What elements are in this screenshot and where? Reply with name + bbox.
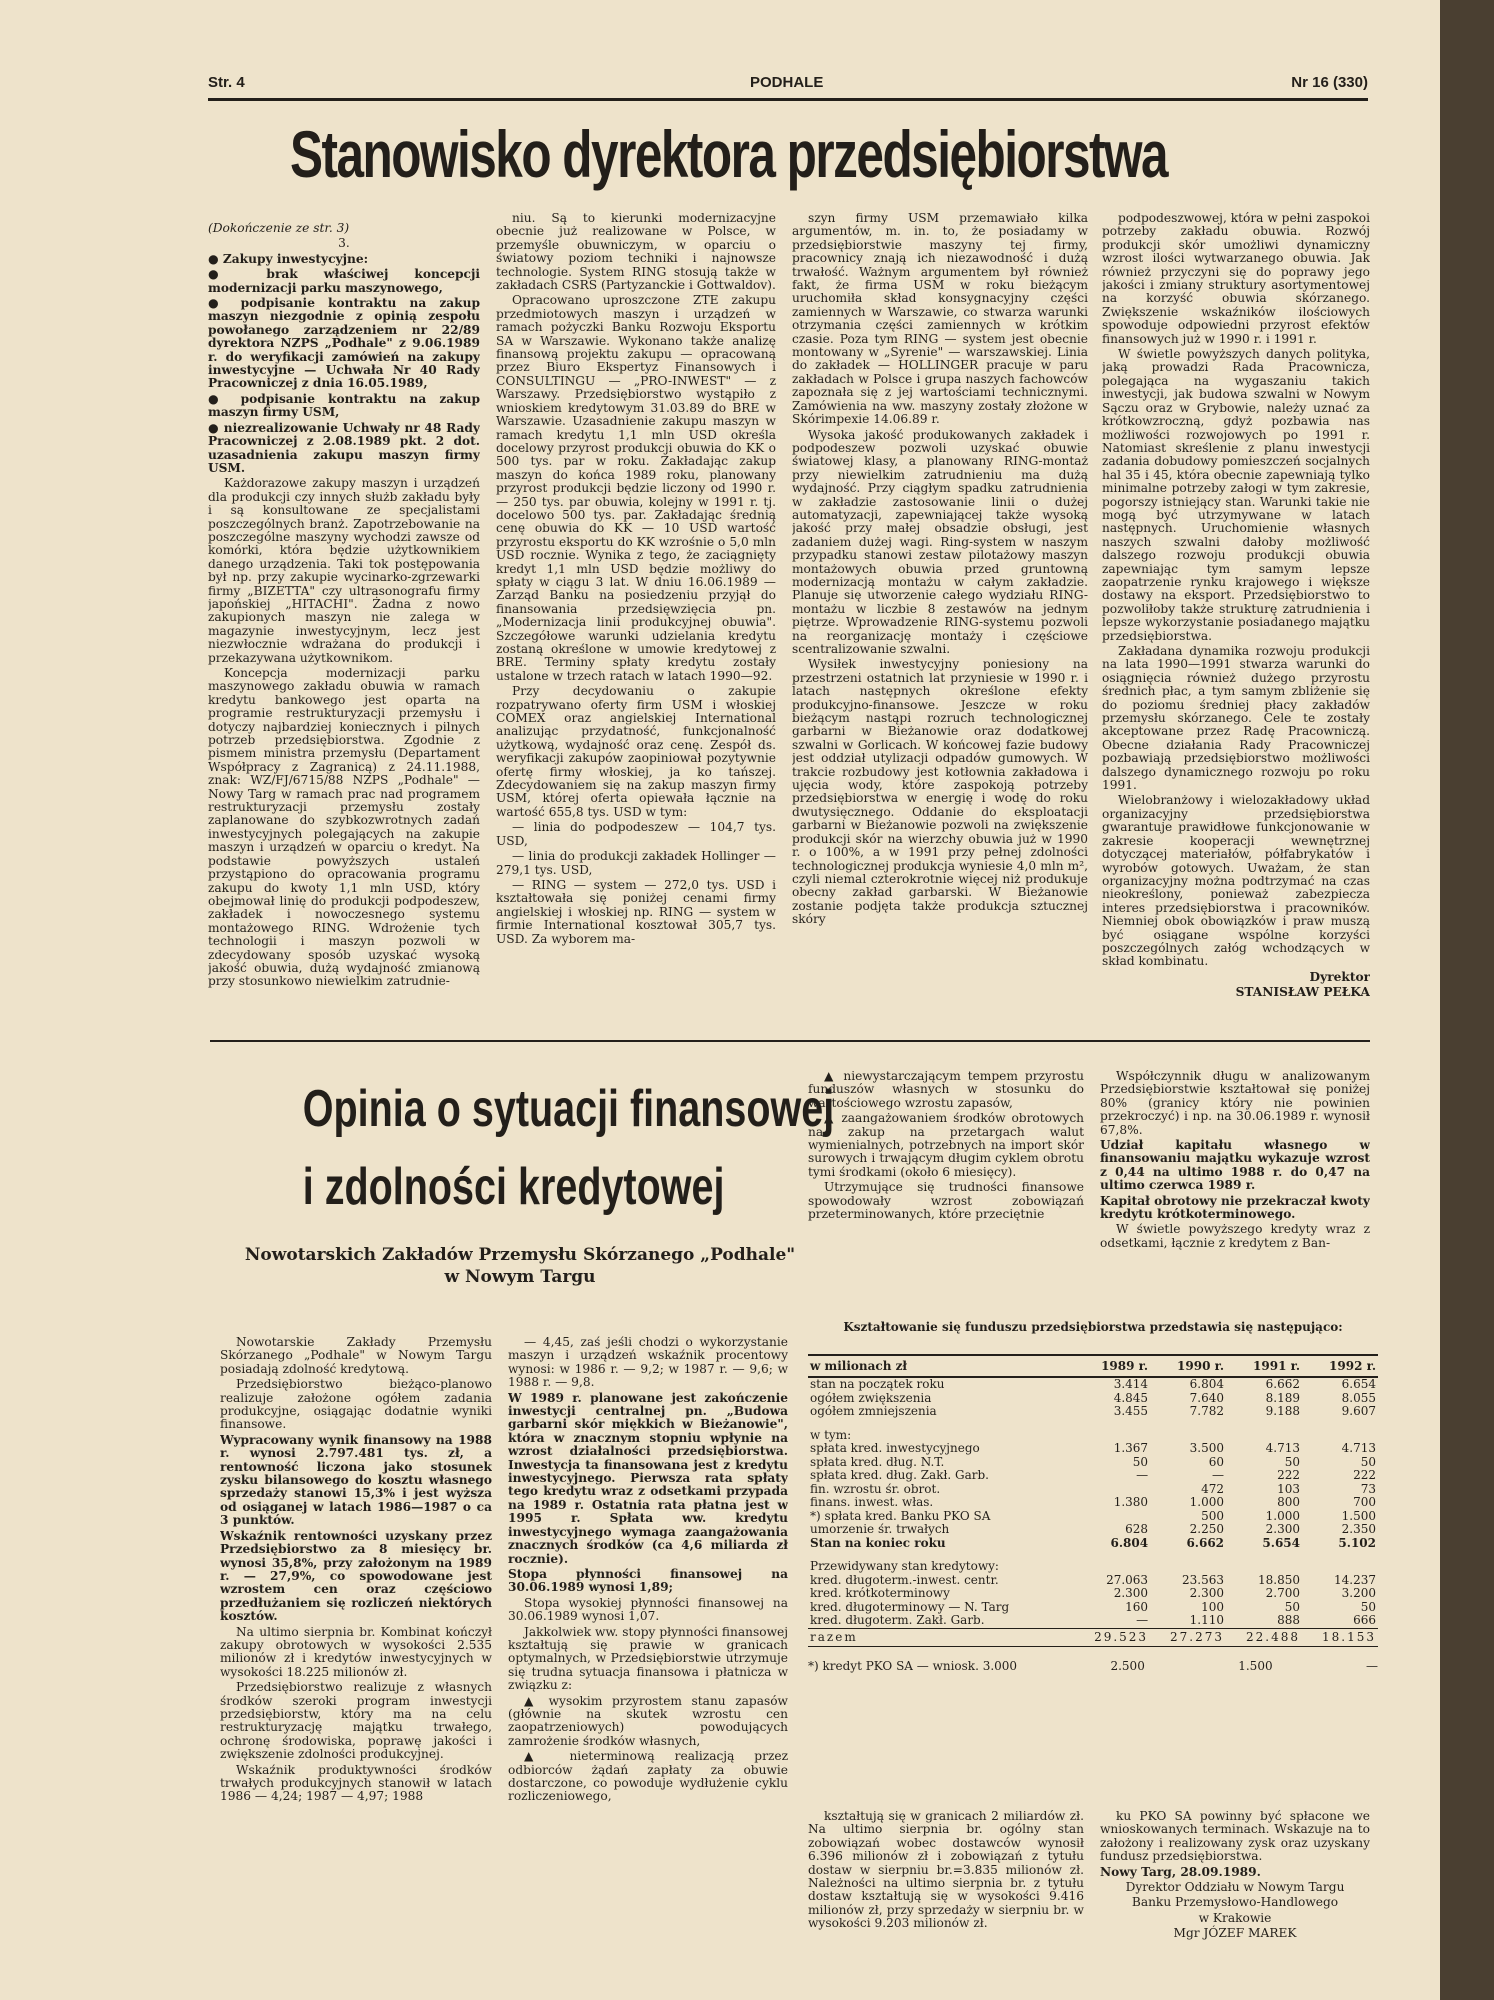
table-cell: 50	[1284, 1454, 1300, 1469]
paragraph: szyn firmy USM przemawiało kilka argumentów, m. in. to, że posiadamy w przedsiębiorstwie maszyny tej firmy, pracownicy znają ich niezawodność i dużą trwałość. Ważnym argumentem był również fakt, że firma USM w roku bieżącym uruchomiła skład konsygnacyjny części zamiennych w Warszawie, co stwarza warunki otrzymania części zamiennych w krótkim czasie. Poza tym RING — system jest obecnie montowany w „Syrenie" — warszawskiej. Linia do zakładek — HOLLINGER pracuje w paru zakładach w Polsce i grupa naszych fachowców zapoznała się z jej wartościami technicznymi. Zamówienia na ww. maszyny zostały złożone w Skórimpexie 14.06.89 r.	[792, 212, 1088, 427]
table-row	[808, 1614, 1378, 1628]
paragraph: ▲ zaangażowaniem środków obrotowych na zakup na przetargach walut wymienialnych, potrzebnych na import skór surowych i trwającym długim cyklem obrotu tymi środkami (około 6 miesięcy).	[808, 1111, 1084, 1179]
paragraph: Nowy Targ, 28.09.1989.	[1100, 1864, 1261, 1879]
paragraph: Wielobranżowy i wielozakładowy układ organizacyjny przedsiębiorstwa gwarantuje prawidłowe funkcjonowanie w zakresie kooperacji wewnętrznej dotyczącej materiałów, półfabrykatów i wyrobów gotowych. Uważam, że stan organizacyjny można podtrzymać na czas nieokreślony, ponieważ zabezpiecza interes przedsiębiorstwa i pracowników. Niemniej obok obowiązków i praw muszą być osiągane wspólne korzyści poszczególnych załóg wchodzących w skład kombinatu.	[1102, 793, 1370, 969]
paragraph: ● podpisanie kontraktu na zakup maszyn firmy USM,	[208, 391, 480, 420]
table-cell: 9.607	[1341, 1404, 1376, 1418]
paragraph: Mgr JÓZEF MAREK	[1173, 1926, 1297, 1941]
table-row-label: kred. długoterm.-inwest. centr.	[810, 1572, 999, 1587]
table-cell: 103	[1277, 1481, 1300, 1496]
table-row	[808, 1429, 1378, 1443]
table-row-label: fin. wzrostu śr. obrot.	[810, 1481, 941, 1496]
table-cell: 14.237	[1334, 1572, 1376, 1587]
paragraph: ● niezrealizowanie Uchwały nr 48 Rady Pracowniczej z 2.08.1989 pkt. 2 dot. uzasadnienia zakupu maszyn firmy USM.	[208, 420, 480, 475]
table-row	[808, 1456, 1378, 1470]
table-cell: 50	[1132, 1454, 1149, 1469]
paragraph: Udział kapitału własnego w finansowaniu majątku wykazuje wzrost z 0,44 na ultimo 1988 r. do 0,47 na ultimo czerwca 1989 r.	[1100, 1138, 1370, 1193]
table-note-value: 1.500	[1238, 1659, 1273, 1673]
table-cell	[1074, 1483, 1150, 1497]
paragraph: Przedsiębiorstwo bieżąco-planowo realizuje założone ogółem zadania produkcyjne, osiągając dodatnie wyniki finansowe.	[220, 1377, 492, 1432]
table-row	[808, 1483, 1378, 1497]
article2-col3-top	[808, 1070, 1084, 1296]
paragraph: Opracowano uproszczone ZTE zakupu przedmiotowych maszyn i urządzeń w ramach pożyczki Banku Rozwoju Eksportu SA w Warszawie. Wykonano także analizę finansową projektu zakupu — opracowaną przez Biuro Ekspertyz Finansowych i CONSULTINGU — „PRO-INWEST" — z Warszawy. Przedsiębiorstwo wystąpiło z wnioskiem kredytowym 31.03.89 do BRE w Warszawie. Uzasadnienie zakupu maszyn w ramach kredytu 1,1 mln USD określa docelowy przyrost produkcji obuwia do KK o 500 tys. par w roku. Zakładając zakup maszyn do końca 1989 roku, planowany przyrost produkcji będzie liczony od 1990 r. — 250 tys. par obuwia, kolejny w 1991 r. tj. docelowo 500 tys. par. Zakładając średnią cenę obuwia do KK — 10 USD wartość przyrostu eksportu do KK wzrośnie o 5,0 mln USD rocznie. Wynika z tego, że zaciągnięty kredyt 1,1 mln USD będzie możliwy do spłaty w ciągu 3 lat. W dniu 16.06.1989 — Zarząd Banku na posiedzeniu przyjął do finansowania przedsięwzięcia pn. „Modernizacja linii produkcyjnej obuwia". Szczegółowe warunki udzielania kredytu zostaną określone w umowie kredytowej z BRE. Terminy spłaty kredytu zostały ustalone w trzech ratach w latach 1990—92.	[496, 293, 776, 683]
table-cell	[1302, 1429, 1378, 1443]
table-cell: —	[1212, 1468, 1225, 1482]
article1-col4	[1102, 212, 1370, 1022]
table-row-label: ogółem zmniejszenia	[810, 1404, 937, 1418]
table-cell: 500	[1201, 1508, 1225, 1523]
paragraph: Współczynnik długu w analizowanym Przedsiębiorstwie kształtował się poniżej 80% (granicy który nie powinien przekroczyć) i np. na 30.06.1989 r. wynosił 67,8%.	[1100, 1070, 1370, 1137]
article2-title	[302, 1070, 835, 1226]
table-cell: 29.523	[1074, 1628, 1150, 1647]
paragraph: ● podpisanie kontraktu na zakup maszyn niezgodnie z opinią zespołu powołanego zarządzeniem nr 22/89 dyrektora NZPS „Podhale" z 9.06.1989 r. do weryfikacji zamówień na zakupy inwestycyjne — Uchwała Nr 40 Rady Pracowniczej z dnia 16.05.1989,	[208, 296, 480, 391]
table-cell: 1.500	[1341, 1508, 1376, 1523]
paragraph: Stopa wysokiej płynności finansowej na 30.06.1989 wynosi 1,07.	[508, 1595, 788, 1624]
table-cell: 3.455	[1113, 1404, 1149, 1418]
paragraph: — RING — system — 272,0 tys. USD i kształtowała się poniżej cenami firmy angielskiej i włoskiej np. RING — system w firmie International kosztował 305,7 tys. USD. Za wyborem ma-	[496, 877, 776, 946]
table-row	[808, 1469, 1378, 1483]
table-cell: 7.782	[1189, 1404, 1225, 1418]
table-cell: 1.367	[1113, 1441, 1149, 1455]
paragraph: ▲ niewystarczającym tempem przyrostu funduszów własnych w stosunku do wartościowego wzrostu zapasów,	[808, 1070, 1084, 1110]
paragraph: Wysoka jakość produkowanych zakładek i podpodeszew pozwoli uzyskać obuwie światowej klasy, a planowany RING-montaż przy niewielkim zatrudnieniu ma dużą wydajność. Przy ciągłym spadku zatrudnienia w zakładzie zastosowanie linii o dużej automatyzacji, zapewniającej także wysoką jakość przy małej obsadzie obsługi, jest zadaniem dużej wagi. Ring-system w naszym przypadku stanowi zestaw pilotażowy maszyn montażowych obuwia przed gruntowną modernizacją montażu w całym zakładzie. Planuje się utworzenie całego wydziału RING-montażu w liczbie 8 zestawów na jednym piętrze. Wprowadzenie RING-systemu pozwoli na reorganizację montaży i częściowe scentralizowanie szwalni.	[792, 427, 1088, 656]
paragraph: W 1989 r. planowane jest zakończenie inwestycji centralnej pn. „Budowa garbarni skór miękkich w Bieżanowie", która w znacznym stopniu wpłynie na wzrost działalności przedsiębiorstwa. Inwestycja ta finansowana jest z kredytu inwestycyjnego. Pierwsza rata spłaty tego kredytu wraz z odsetkami przypada na 1989 r. Ostatnia rata płatna jest w 1995 r. Spłata ww. kredytu inwestycyjnego wymaga zaangażowania znacznych środków (ca 4,6 miliarda zł rocznie).	[508, 1390, 788, 1566]
table-row	[808, 1496, 1378, 1510]
table-header-cell: 1992 r.	[1302, 1355, 1378, 1377]
table-cell	[1302, 1560, 1378, 1574]
paragraph: ● Zakupy inwestycyjne:	[208, 251, 369, 266]
table-cell: 23.563	[1182, 1572, 1225, 1587]
paragraph: Na ultimo sierpnia br. Kombinat kończył zakupy obrotowych w wysokości 2.535 milionów zł i kredytów inwestycyjnych w wysokości 18.225 milionów zł.	[220, 1624, 492, 1679]
paragraph: — linia do podpodeszew — 104,7 tys. USD,	[496, 820, 776, 848]
table-cell: 222	[1277, 1468, 1300, 1482]
article1-title: Stanowisko dyrektora przedsiębiorstwa	[290, 117, 1168, 191]
table-cell: 1.000	[1189, 1495, 1225, 1509]
newspaper-name: PODHALE	[750, 74, 824, 91]
table-row	[808, 1510, 1378, 1524]
paragraph: ku PKO SA powinny być spłacone we wnioskowanych terminach. Wskazuje na to założony i realizowany zysk oraz uzyskany fundusz przedsiębiorstwa.	[1100, 1810, 1370, 1864]
issue-number: Nr 16 (330)	[1291, 74, 1368, 91]
table-cell: 50	[1360, 1599, 1376, 1614]
table-cell: 628	[1125, 1522, 1149, 1536]
table-note-label: *) kredyt PKO SA — wniosk. 3.000	[808, 1659, 1018, 1673]
table-cell: 60	[1208, 1454, 1225, 1469]
table-row-label: spłata kred. dług. Zakł. Garb.	[810, 1468, 989, 1482]
table-cell: 1.000	[1265, 1508, 1300, 1523]
table-row	[808, 1601, 1378, 1615]
article2-title-line1: Opinia o sytuacji finansowej	[302, 1080, 835, 1138]
table-cell: 666	[1353, 1613, 1376, 1627]
fund-table-header-row	[808, 1355, 1378, 1377]
paragraph: — 4,45, zaś jeśli chodzi o wykorzystanie maszyn i urządzeń wskaźnik procentowy wynosi: w 1986 r. — 9,2; w 1987 r. — 9,6; w 1988 r. — 9,8.	[508, 1336, 788, 1390]
table-row-label: *) spłata kred. Banku PKO SA	[810, 1508, 991, 1523]
table-row	[808, 1377, 1378, 1392]
table-row-label: kred. długoterm. Zakł. Garb.	[810, 1613, 985, 1627]
table-cell: 5.654	[1262, 1535, 1300, 1550]
table-cell: 6.804	[1189, 1377, 1225, 1391]
table-row	[808, 1537, 1378, 1551]
table-cell	[1150, 1560, 1226, 1574]
table-cell: 27.273	[1150, 1628, 1226, 1647]
fund-table-title: Kształtowanie się funduszu przedsiębiorstwa przedstawia się następująco:	[843, 1320, 1343, 1334]
paragraph: STANISŁAW PEŁKA	[1235, 985, 1370, 1000]
paragraph: w Krakowie	[1198, 1910, 1272, 1925]
table-cell	[1226, 1560, 1302, 1574]
table-cell: 50	[1360, 1454, 1376, 1469]
table-row-label: spłata kred. dług. N.T.	[810, 1454, 945, 1469]
paragraph: Wskaźnik rentowności uzyskany przez Przedsiębiorstwo za 8 miesięcy br. wynosi 35,8%, przy założonym na 1989 r. — 27,9%, co spowodowane jest wzrostem cen oraz częściowo przedłużaniem się rozliczeń niektórych kosztów.	[220, 1528, 492, 1624]
article2-subtitle	[220, 1244, 820, 1288]
table-cell: 18.850	[1258, 1572, 1300, 1587]
table-cell: 7.640	[1189, 1390, 1225, 1405]
table-header-cell: 1991 r.	[1226, 1355, 1302, 1377]
table-note-value: —	[1366, 1659, 1378, 1673]
table-cell: 50	[1284, 1599, 1300, 1614]
table-cell: 1.380	[1113, 1495, 1149, 1509]
table-cell: 2.300	[1189, 1586, 1225, 1600]
paragraph: W świetle powyższych danych polityka, jaką prowadzi Rada Pracownicza, polegająca na wygaszaniu takich inwestycji, jak budowa szwalni w Nowym Sączu oraz w Grybowie, należy uznać za krótkowzroczną, gdyż pozbawia nas możliwości rozwojowych po 1991 r. Natomiast skreślenie z planu inwestycji zadania dobudowy pomieszczeń socjalnych hal 35 i 45, która obecnie zapewniają tylko minimalne potrzeby załogi w tym zakresie, pogorszy istniejący stan. Warunki takie nie mogą być utrzymywane w latach następnych. Uruchomienie własnych naszych szwalni dałoby możliwość dalszego rozwoju produkcji obuwia zapewniając tym samym lepsze zaopatrzenie rynku krajowego i większe dostawy na eksport. Przedsiębiorstwo to pozwoliłoby także strukturę zatrudnienia i lepsze wykorzystanie posiadanego majątku przedsiębiorstwa.	[1102, 347, 1370, 643]
paragraph: Wypracowany wynik finansowy na 1988 r. wynosi 2.797.481 tys. zł, a rentowność liczona jako stosunek zysku bilansowego do kosztu własnego sprzedaży stanowi 15,3% i jest wyższa od osiąganej w latach 1986—1987 o ca 3 punktów.	[220, 1432, 492, 1528]
header-rule	[208, 98, 1368, 101]
article2-col3-bottom	[808, 1810, 1084, 1980]
table-cell: 3.414	[1113, 1377, 1149, 1391]
table-cell: 888	[1277, 1613, 1300, 1627]
table-cell: 8.189	[1265, 1390, 1300, 1405]
page-header	[208, 66, 1368, 106]
table-cell: 8.055	[1341, 1390, 1376, 1405]
table-cell: 472	[1201, 1481, 1225, 1496]
table-header-cell: 1990 r.	[1150, 1355, 1226, 1377]
table-cell: 73	[1360, 1481, 1376, 1496]
paragraph: kształtują się w granicach 2 miliardów zł. Na ultimo sierpnia br. ogólny stan zobowiązań wobec dostawców wynosił 6.396 milionów zł i zobowiązań z tytułu dostaw w sierpniu br.=3.835 milionów zł. Należności na ultimo sierpnia br. z tytułu dostaw kształtują się w wysokości 9.416 milionów zł, przy sprzedaży w sierpniu br. w wysokości 9.203 milionów zł.	[808, 1810, 1084, 1931]
paragraph: Banku Przemysłowo-Handlowego	[1131, 1895, 1339, 1910]
table-cell: —	[1136, 1468, 1149, 1482]
paragraph: Utrzymujące się trudności finansowe spowodowały wzrost zobowiązań przeterminowanych, które przeciętnie	[808, 1180, 1084, 1222]
paragraph: Jakkolwiek ww. stopy płynności finansowej kształtują się prawie w granicach optymalnych, w Przedsiębiorstwie utrzymuje się trudna sytuacja finansowa i płatnicza w związku z:	[508, 1624, 788, 1693]
article1-col1	[208, 222, 480, 1022]
table-cell: 3.200	[1341, 1586, 1376, 1600]
article2-col2	[508, 1336, 788, 1976]
table-row-label: kred. krótkoterminowy	[810, 1586, 950, 1600]
table-row-label: ogółem zwiększenia	[810, 1390, 932, 1405]
table-cell: —	[1136, 1613, 1149, 1627]
article2-col1	[220, 1336, 492, 1976]
fund-table	[808, 1354, 1378, 1647]
paragraph: (Dokończenie ze str. 3)	[208, 222, 350, 235]
table-cell: 6.654	[1341, 1377, 1376, 1391]
table-cell: 6.662	[1186, 1535, 1225, 1550]
paragraph: Zakładana dynamika rozwoju produkcji na lata 1990—1991 stwarza warunki do osiągnięcia również dużego przyrostu średnich płac, a tym samym zbliżenie się do poziomu średniej płacy zakładów przemysłu skórzanego. Cele te zostały akceptowane przez Radę Pracowniczą. Obecne działania Rady Pracowniczej pozbawiają przedsiębiorstwo możliwości dalszego dynamicznego rozwoju po roku 1991.	[1102, 644, 1370, 793]
table-cell: 9.188	[1265, 1404, 1300, 1418]
fund-table-body	[808, 1377, 1378, 1647]
fund-table-note	[808, 1659, 1378, 1673]
section-divider	[210, 1040, 1370, 1042]
table-row	[808, 1392, 1378, 1406]
paragraph: Dyrektor Oddziału w Nowym Targu	[1125, 1880, 1345, 1895]
article2-subtitle-line1: Nowotarskich Zakładów Przemysłu Skórzanego „Podhale"	[244, 1245, 796, 1265]
article2-subtitle-line2: w Nowym Targu	[444, 1267, 596, 1287]
paragraph: 3.	[338, 236, 350, 251]
table-cell: 18.153	[1302, 1628, 1378, 1647]
table-row-label: umorzenie śr. trwałych	[810, 1522, 950, 1536]
paragraph: Wskaźnik produktywności środków trwałych produkcyjnych stanowił w latach 1986 — 4,24; 1987 — 4,97; 1988	[220, 1762, 492, 1804]
table-row	[808, 1574, 1378, 1588]
fund-table-block	[808, 1320, 1378, 1673]
paragraph: niu. Są to kierunki modernizacyjne obecnie już realizowane w Polsce, w przemyśle obuwniczym, w oparciu o światowy poziom techniki i najnowsze technologie. System RING stosują także w zakładach CSRS (Partyzanckie i Gottwaldov).	[496, 212, 776, 293]
table-row	[808, 1560, 1378, 1574]
paragraph: — linia do produkcji zakładek Hollinger — 279,1 tys. USD,	[496, 849, 776, 877]
table-cell: 2.350	[1341, 1522, 1376, 1536]
binding-edge	[1440, 0, 1494, 2000]
table-row	[808, 1628, 1378, 1647]
article2-col4-bottom	[1100, 1810, 1370, 1980]
table-cell: 6.804	[1110, 1535, 1149, 1550]
table-cell: 5.102	[1338, 1535, 1376, 1550]
table-row-label: stan na początek roku	[810, 1377, 945, 1391]
table-cell: 1.110	[1189, 1613, 1225, 1627]
table-row-label: Przewidywany stan kredytowy:	[810, 1559, 999, 1573]
paragraph: Przy decydowaniu o zakupie rozpatrywano oferty firm USM i włoskiej COMEX oraz angielskiej International analizując przydatność, funkcjonalność użytkową, wydajność oraz cenę. Zespół ds. weryfikacji zakupów zaopiniował pozytywnie ofertę firmy włoskiej, ja ko tańszej. Zdecydowaniem się na zakup maszyn firmy USM, której oferta opiewała łącznie na wartość 655,8 tys. USD w tym:	[496, 684, 776, 819]
table-cell	[1150, 1429, 1226, 1443]
table-cell: 700	[1353, 1495, 1376, 1509]
table-header-cell: w milionach zł	[808, 1355, 1074, 1377]
table-note-value: 2.500	[1110, 1659, 1145, 1673]
table-cell: 2.250	[1189, 1522, 1225, 1536]
table-cell	[1226, 1429, 1302, 1443]
table-row	[808, 1419, 1378, 1429]
paragraph: podpodeszwowej, która w pełni zaspokoi potrzeby zakładu obuwia. Rozwój produkcji skór umożliwi dynamiczny wzrost ilości wytwarzanego obuwia. Jak również przyczyni się do poprawy jego jakości i zmiany struktury asortymentowej na korzyść obuwia skórzanego. Zwiększenie wskaźników ilościowych spowoduje odpowiedni przyrost efektów finansowych już w 1990 r. i 1991 r.	[1102, 212, 1370, 346]
table-cell: 3.500	[1189, 1441, 1225, 1455]
table-row-label: finans. inwest. włas.	[810, 1495, 934, 1509]
table-cell: 4.713	[1341, 1441, 1376, 1455]
table-row	[808, 1405, 1378, 1419]
table-cell: 2.300	[1113, 1586, 1149, 1600]
article2-col4-top	[1100, 1070, 1370, 1296]
table-cell: 160	[1125, 1599, 1149, 1614]
table-cell: 800	[1277, 1495, 1300, 1509]
table-row-label: kred. długoterminowy — N. Targ	[810, 1599, 1010, 1614]
article1-col3	[792, 212, 1088, 1022]
paragraph: Przedsiębiorstwo realizuje z własnych środków szeroki program inwestycji przedsiębiorstw, który ma na celu restrukturyzację majątku trwałego, ochronę środowiska, poprawę jakości i zwiększenie zdolności produkcyjnej.	[220, 1680, 492, 1762]
table-row-label: w tym:	[810, 1427, 852, 1442]
table-header-cell: 1989 r.	[1074, 1355, 1150, 1377]
paragraph: ▲ wysokim przyrostem stanu zapasów (głównie na skutek wzrostu cen zaopatrzeniowych) powodujących zamrożenie środków własnych,	[508, 1693, 788, 1748]
page-number: Str. 4	[208, 74, 245, 91]
table-cell: 100	[1201, 1599, 1225, 1614]
table-cell: 27.063	[1106, 1572, 1149, 1587]
paragraph: ● brak właściwej koncepcji modernizacji parku maszynowego,	[208, 267, 480, 295]
table-row-label: Stan na koniec roku	[810, 1535, 946, 1550]
paragraph: ▲ nieterminową realizacją przez odbiorców żądań zapłaty za obuwie dostarczone, co powoduje wydłużenie cyklu rozliczeniowego,	[508, 1749, 788, 1804]
table-row-label: razem	[808, 1628, 1074, 1647]
table-row	[808, 1523, 1378, 1537]
paragraph: Każdorazowe zakupy maszyn i urządzeń dla produkcji czy innych służb zakładu były i są konsultowane ze specjalistami poszczególnych branż. Zapotrzebowanie na poszczególne maszyny wychodzi zawsze od komórki, która będzie użytkownikiem danego urządzenia. Taki tok postępowania był np. przy zakupie wycinarko-zgrzewarki firmy „BIZETTA" czy ultrasonografu firmy japońskiej „HITACHI". Żadna z nowo zakupionych maszyn nie zalega w magazynie inwestycyjnym, lecz jest niezwłocznie wdrażana do produkcji i przekazywana użytkownikom.	[208, 476, 480, 665]
table-cell: 4.713	[1265, 1441, 1300, 1455]
table-cell: 22.488	[1226, 1628, 1302, 1647]
paragraph: Nowotarskie Zakłady Przemysłu Skórzanego „Podhale" w Nowym Targu posiadają zdolność kredytową.	[220, 1336, 492, 1376]
table-cell	[1074, 1429, 1150, 1443]
table-cell: 222	[1353, 1468, 1376, 1482]
table-cell: 2.300	[1265, 1522, 1300, 1536]
paragraph: Wysiłek inwestycyjny poniesiony na przestrzeni ostatnich lat przyniesie w 1990 r. i latach następnych określone efekty produkcyjno-finansowe. Jeszcze w roku bieżącym nastąpi rozruch technologicznej garbarni w Bieżanowie oraz dodatkowej szwalni w Gorlicach. W końcowej fazie budowy jest oddział utylizacji odpadów gumowych. W trakcie rozbudowy jest kotłownia zakładowa i ujęcia wody, które zaspokoją potrzeby przedsiębiorstwa w energię i wodę do roku dwutysięcznego. Oddanie do eksploatacji garbarni w Bieżanowie pozwoli na zwiększenie produkcji skór na wierzchy obuwia już w 1990 r. o 100%, a w 1991 przy pełnej zdolności technologicznej produkcja wyniesie 4,0 mln m², czyli niemal czterokrotnie więcej niż produkuje obecny zakład garbarski. W Bieżanowie zostanie podjęta także produkcja sztucznej skóry	[792, 657, 1088, 927]
table-cell	[1074, 1510, 1150, 1524]
paragraph: Stopa płynności finansowej na 30.06.1989 wynosi 1,89;	[508, 1566, 788, 1595]
table-cell: 6.662	[1265, 1377, 1300, 1391]
paragraph: Kapitał obrotowy nie przekraczał kwoty kredytu krótkoterminowego.	[1100, 1193, 1370, 1222]
table-cell: 4.845	[1113, 1390, 1149, 1405]
article2-title-line2: i zdolności kredytowej	[302, 1158, 725, 1216]
table-cell	[1074, 1560, 1150, 1574]
table-cell: 2.700	[1265, 1586, 1300, 1600]
article1-col2	[496, 212, 776, 1022]
table-row-label: spłata kred. inwestycyjnego	[810, 1441, 980, 1455]
paragraph: Koncepcja modernizacji parku maszynowego zakładu obuwia w ramach kredytu bankowego jest oparta na programie restrukturyzacji przemysłu i dotyczy najbardziej koniecznych i pilnych potrzeb przedsiębiorstwa. Zgodnie z pismem ministra przemysłu (Departament Współpracy z Zagranicą) z 24.11.1988, znak: WZ/FJ/6715/88 NZPS „Podhale" — Nowy Targ w ramach prac nad programem restrukturyzacji przemysłu zostały zaplanowane do szybkozwrotnych zadań inwestycyjnych polegających na zakupie maszyn i urządzeń w oparciu o kredyt. Na podstawie powyższych ustaleń przystąpiono do opracowania programu zakupu do kwoty 1,1 mln USD, który obejmował linię do produkcji podpodeszew, zakładek i nowoczesnego systemu montażowego RING. Wdrożenie tych technologii i maszyn pozwoli w zdecydowany sposób uzyskać wysoką jakość obuwia, dużą wydajność zmianową przy stosunkowo niewielkim zatrudnie-	[208, 666, 480, 989]
paragraph: W świetle powyższego kredyty wraz z odsetkami, łącznie z kredytem z Ban-	[1100, 1222, 1370, 1250]
paragraph: Dyrektor	[1309, 969, 1370, 984]
table-row	[808, 1587, 1378, 1601]
table-row	[808, 1442, 1378, 1456]
